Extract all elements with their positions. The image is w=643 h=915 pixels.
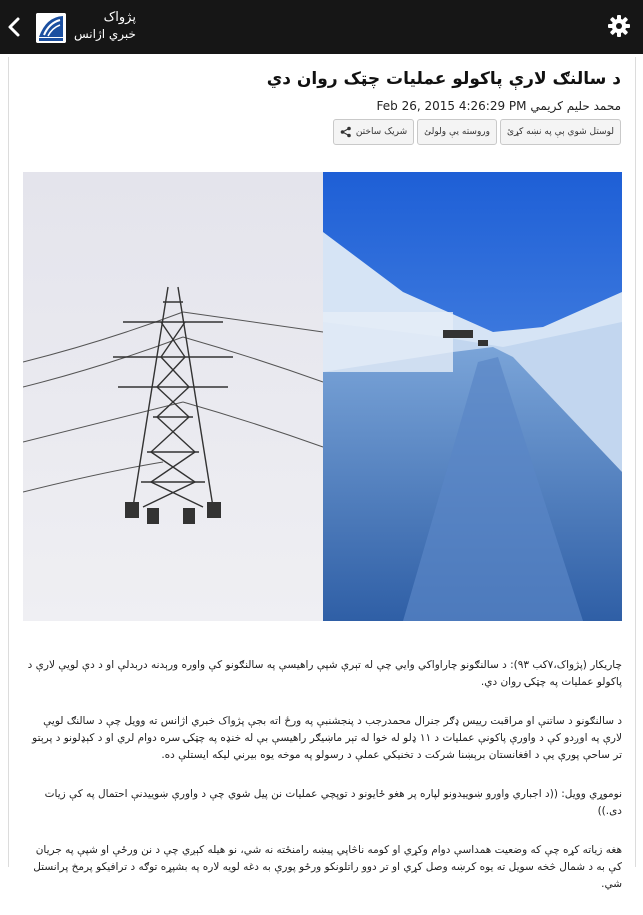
chevron-left-icon — [4, 14, 26, 40]
article-card — [8, 57, 636, 890]
read-later-button[interactable] — [417, 119, 497, 145]
paragraph-4: هغه زیاته کړه چې که وضعیت همداسې دوام وکړي او کومه ناڅاپي پیښه رامنځته نه شي، نو هیله کېږي چې د نن ورځې او شپې په جریان کې به د شمال څخه سویل ته یوه کرښه وصل کړي او تر دوو راتلونکو ورځو پورې به دغه لویه لاره په بشپړه توګه د ترافیکو پرمخ پرانستل شي. — [33, 844, 622, 890]
paragraph-3: نوموړي وویل: ((د اجباري واورو ښوییدونو لپاره پر هغو ځایونو د توپچي عملیات نن پیل شوي چې د واورې ښوییدنې احتمال په کې زيات دی.)) — [44, 788, 622, 817]
article-actions — [333, 119, 621, 145]
share-button-label: شریک ساختن — [355, 127, 408, 137]
settings-button[interactable] — [607, 14, 631, 38]
article-date: Feb 26, 2015 4:26:29 PM — [376, 99, 527, 113]
article-title: د سالنګ لارې پاکولو عملیات چټک روان دي — [266, 69, 621, 89]
paragraph-1: چاریکار (پژواک،۷کب ۹۳): د سالنګونو چاراواکي وايي چې له تېرې شپې راهیسې په سالنګونو کې واوره ورېدنه دربدلې او د دې لويې لارې د پاکولو عملیات په چټکۍ روان دي. — [27, 659, 622, 688]
article-body — [23, 657, 622, 915]
paragraph-2: د سالنګونو د ساتنې او مراقبت ریيس ډګر جنرال محمدرجب د پنجشنبې په ورځ اته بجې پژواک خبري اژانس ته وویل چې د سالنګ لویې لارې په اوږدو کې د واورې پاکونې عملیات د ۱۱ ډلو له خوا له تېر ماښیګر راهیسې بې له خنډه په چټکۍ سره دوام لري او د کېډلونو د پرېتو تر ساحې پورې يې د افغانستان برېښنا شرکت د تخنیکي عملې د رسولو په موخه يوه بیرني لیکه ایستلې ده. — [32, 715, 622, 761]
read-later-label: وروسته يې ولولئ — [424, 127, 490, 137]
pajhwok-logo — [36, 13, 66, 43]
app-header — [0, 0, 643, 54]
mark-read-button[interactable] — [500, 119, 621, 145]
article-author: محمد حلیم کریمي — [530, 99, 621, 113]
article-photo — [23, 172, 622, 621]
brand-name — [74, 10, 136, 42]
article-meta — [377, 99, 621, 113]
gear-icon — [607, 14, 631, 38]
share-icon — [340, 126, 352, 138]
back-button[interactable] — [4, 14, 26, 40]
mark-read-label: لوستل شوي ېې په نښه کړئ — [507, 127, 614, 137]
share-button[interactable] — [333, 119, 414, 145]
brand-line-2: خبري اژانس — [74, 27, 136, 41]
brand-line-1: پژواک — [103, 10, 136, 25]
